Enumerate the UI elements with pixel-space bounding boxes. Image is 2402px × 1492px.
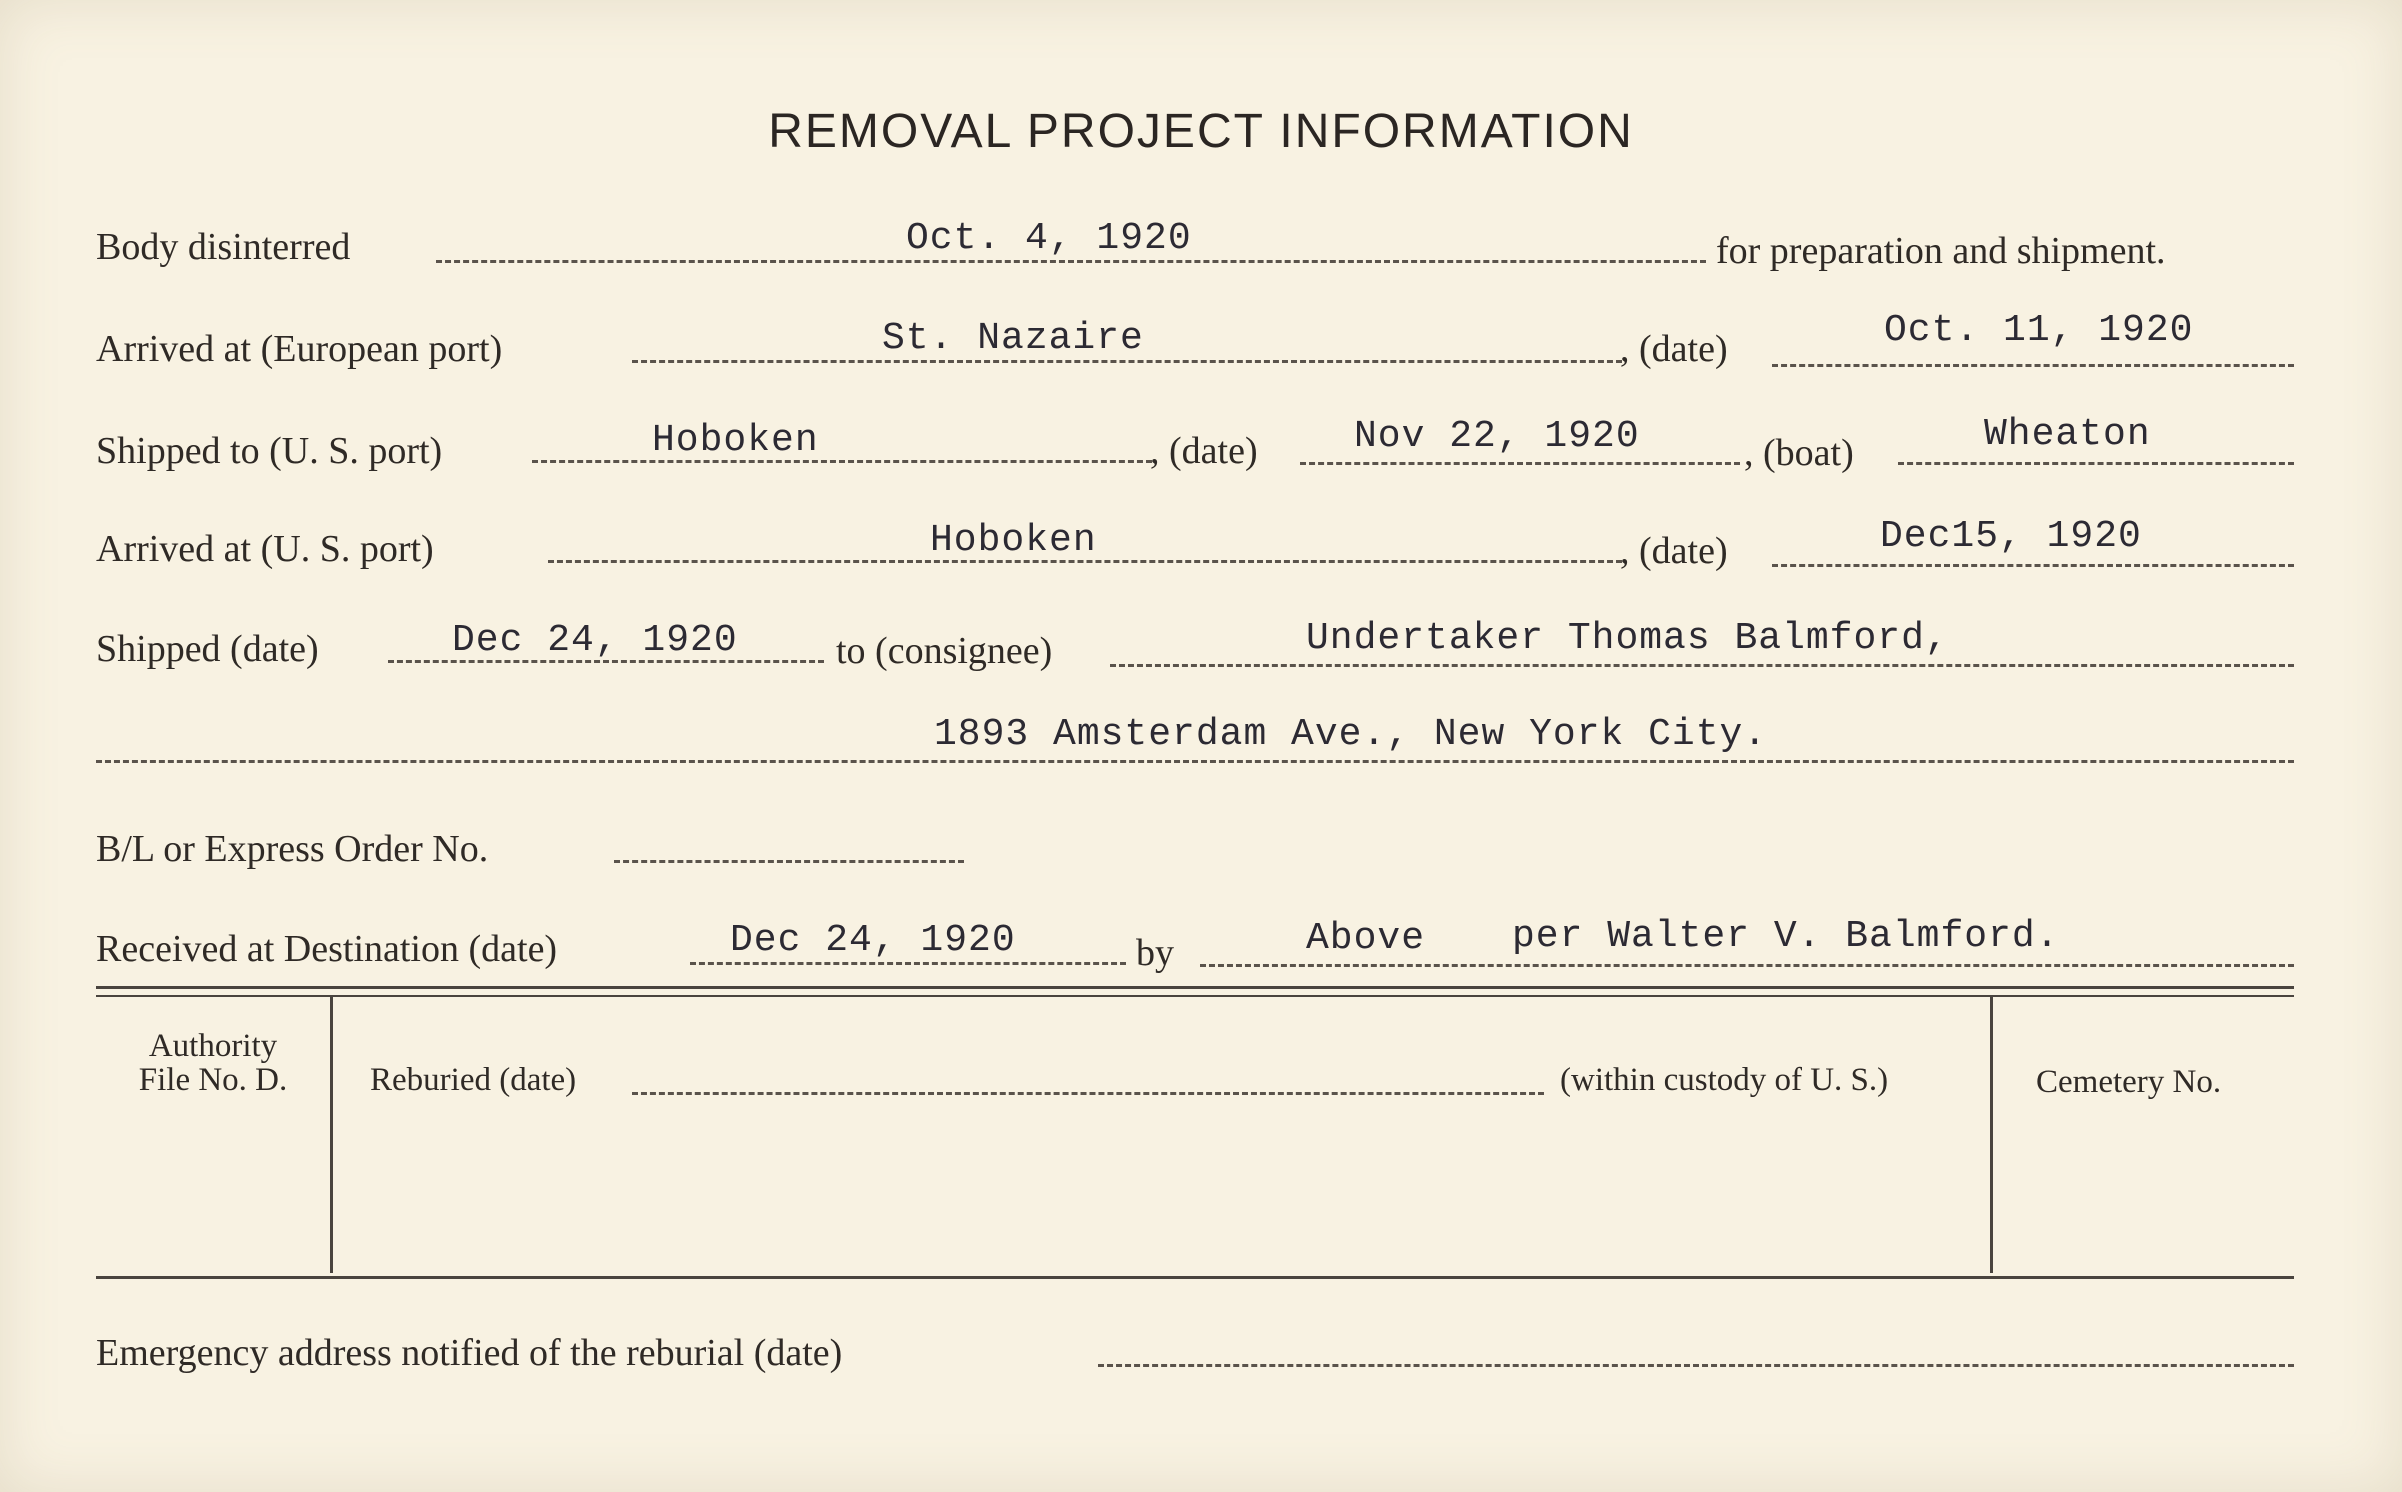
emergency-label: Emergency address notified of the reburial (date) [96, 1332, 843, 1374]
consignee-line-2 [96, 760, 2294, 763]
boat-label: , (boat) [1744, 432, 1854, 474]
consignee-line-1 [1110, 664, 2294, 667]
received-label: Received at Destination (date) [96, 928, 558, 970]
bl-label: B/L or Express Order No. [96, 828, 489, 870]
received-date-line [690, 962, 1126, 965]
us-port-value: Hoboken [652, 419, 819, 462]
european-arrival-date-value: Oct. 11, 1920 [1884, 309, 2194, 352]
bl-line [614, 860, 964, 863]
shipped-date-line [1300, 462, 1740, 465]
arrived-european-line [632, 360, 1622, 363]
body-disinterred-suffix: for preparation and shipment. [1716, 230, 2166, 272]
reburied-line [632, 1092, 1544, 1095]
arrived-us-label: Arrived at (U. S. port) [96, 528, 434, 570]
arrived-us-date-line [1772, 564, 2294, 567]
european-port-value: St. Nazaire [882, 317, 1144, 360]
authority-label-2: File No. D. [138, 1062, 288, 1098]
shipped-date-label: , (date) [1150, 430, 1258, 472]
table-bottom-rule [96, 1276, 2294, 1279]
european-date-line [1772, 364, 2294, 367]
shipped-us-port-line [532, 460, 1152, 463]
european-date-label: , (date) [1620, 328, 1728, 370]
arrived-us-port-value: Hoboken [930, 519, 1097, 562]
arrived-us-date-label: , (date) [1620, 530, 1728, 572]
table-divider-left [330, 997, 333, 1273]
arrived-european-label: Arrived at (European port) [96, 328, 503, 370]
body-disinterred-line [436, 260, 1706, 263]
body-disinterred-label: Body disinterred [96, 226, 351, 268]
consignee-line-2-value: 1893 Amsterdam Ave., New York City. [934, 713, 1768, 756]
table-divider-right [1990, 997, 1993, 1273]
cemetery-label: Cemetery No. [2036, 1064, 2222, 1100]
boat-value: Wheaton [1984, 413, 2151, 456]
shipped-us-label: Shipped to (U. S. port) [96, 430, 443, 472]
consignee-label: to (consignee) [836, 630, 1053, 672]
by-label: by [1136, 932, 1174, 974]
emergency-line [1098, 1364, 2294, 1367]
shipped-date-2-value: Dec 24, 1920 [452, 619, 738, 662]
table-top-rule-1 [96, 986, 2294, 989]
card-title: REMOVAL PROJECT INFORMATION [768, 105, 1634, 158]
received-by-line [1200, 964, 2294, 967]
reburied-label: Reburied (date) [370, 1062, 577, 1098]
received-by-value: Above [1306, 917, 1426, 960]
boat-line [1898, 462, 2294, 465]
shipped-date-2-label: Shipped (date) [96, 628, 319, 670]
disinterred-date-value: Oct. 4, 1920 [906, 217, 1192, 260]
arrived-us-date-value: Dec15, 1920 [1880, 515, 2142, 558]
authority-label-1: Authority [148, 1028, 278, 1064]
table-top-rule-2 [96, 995, 2294, 997]
shipped-us-date-value: Nov 22, 1920 [1354, 415, 1640, 458]
consignee-line-1-value: Undertaker Thomas Balmford, [1306, 617, 1949, 660]
custody-label: (within custody of U. S.) [1560, 1062, 1889, 1098]
received-per-value: per Walter V. Balmford. [1512, 915, 2060, 958]
received-date-value: Dec 24, 1920 [730, 919, 1016, 962]
